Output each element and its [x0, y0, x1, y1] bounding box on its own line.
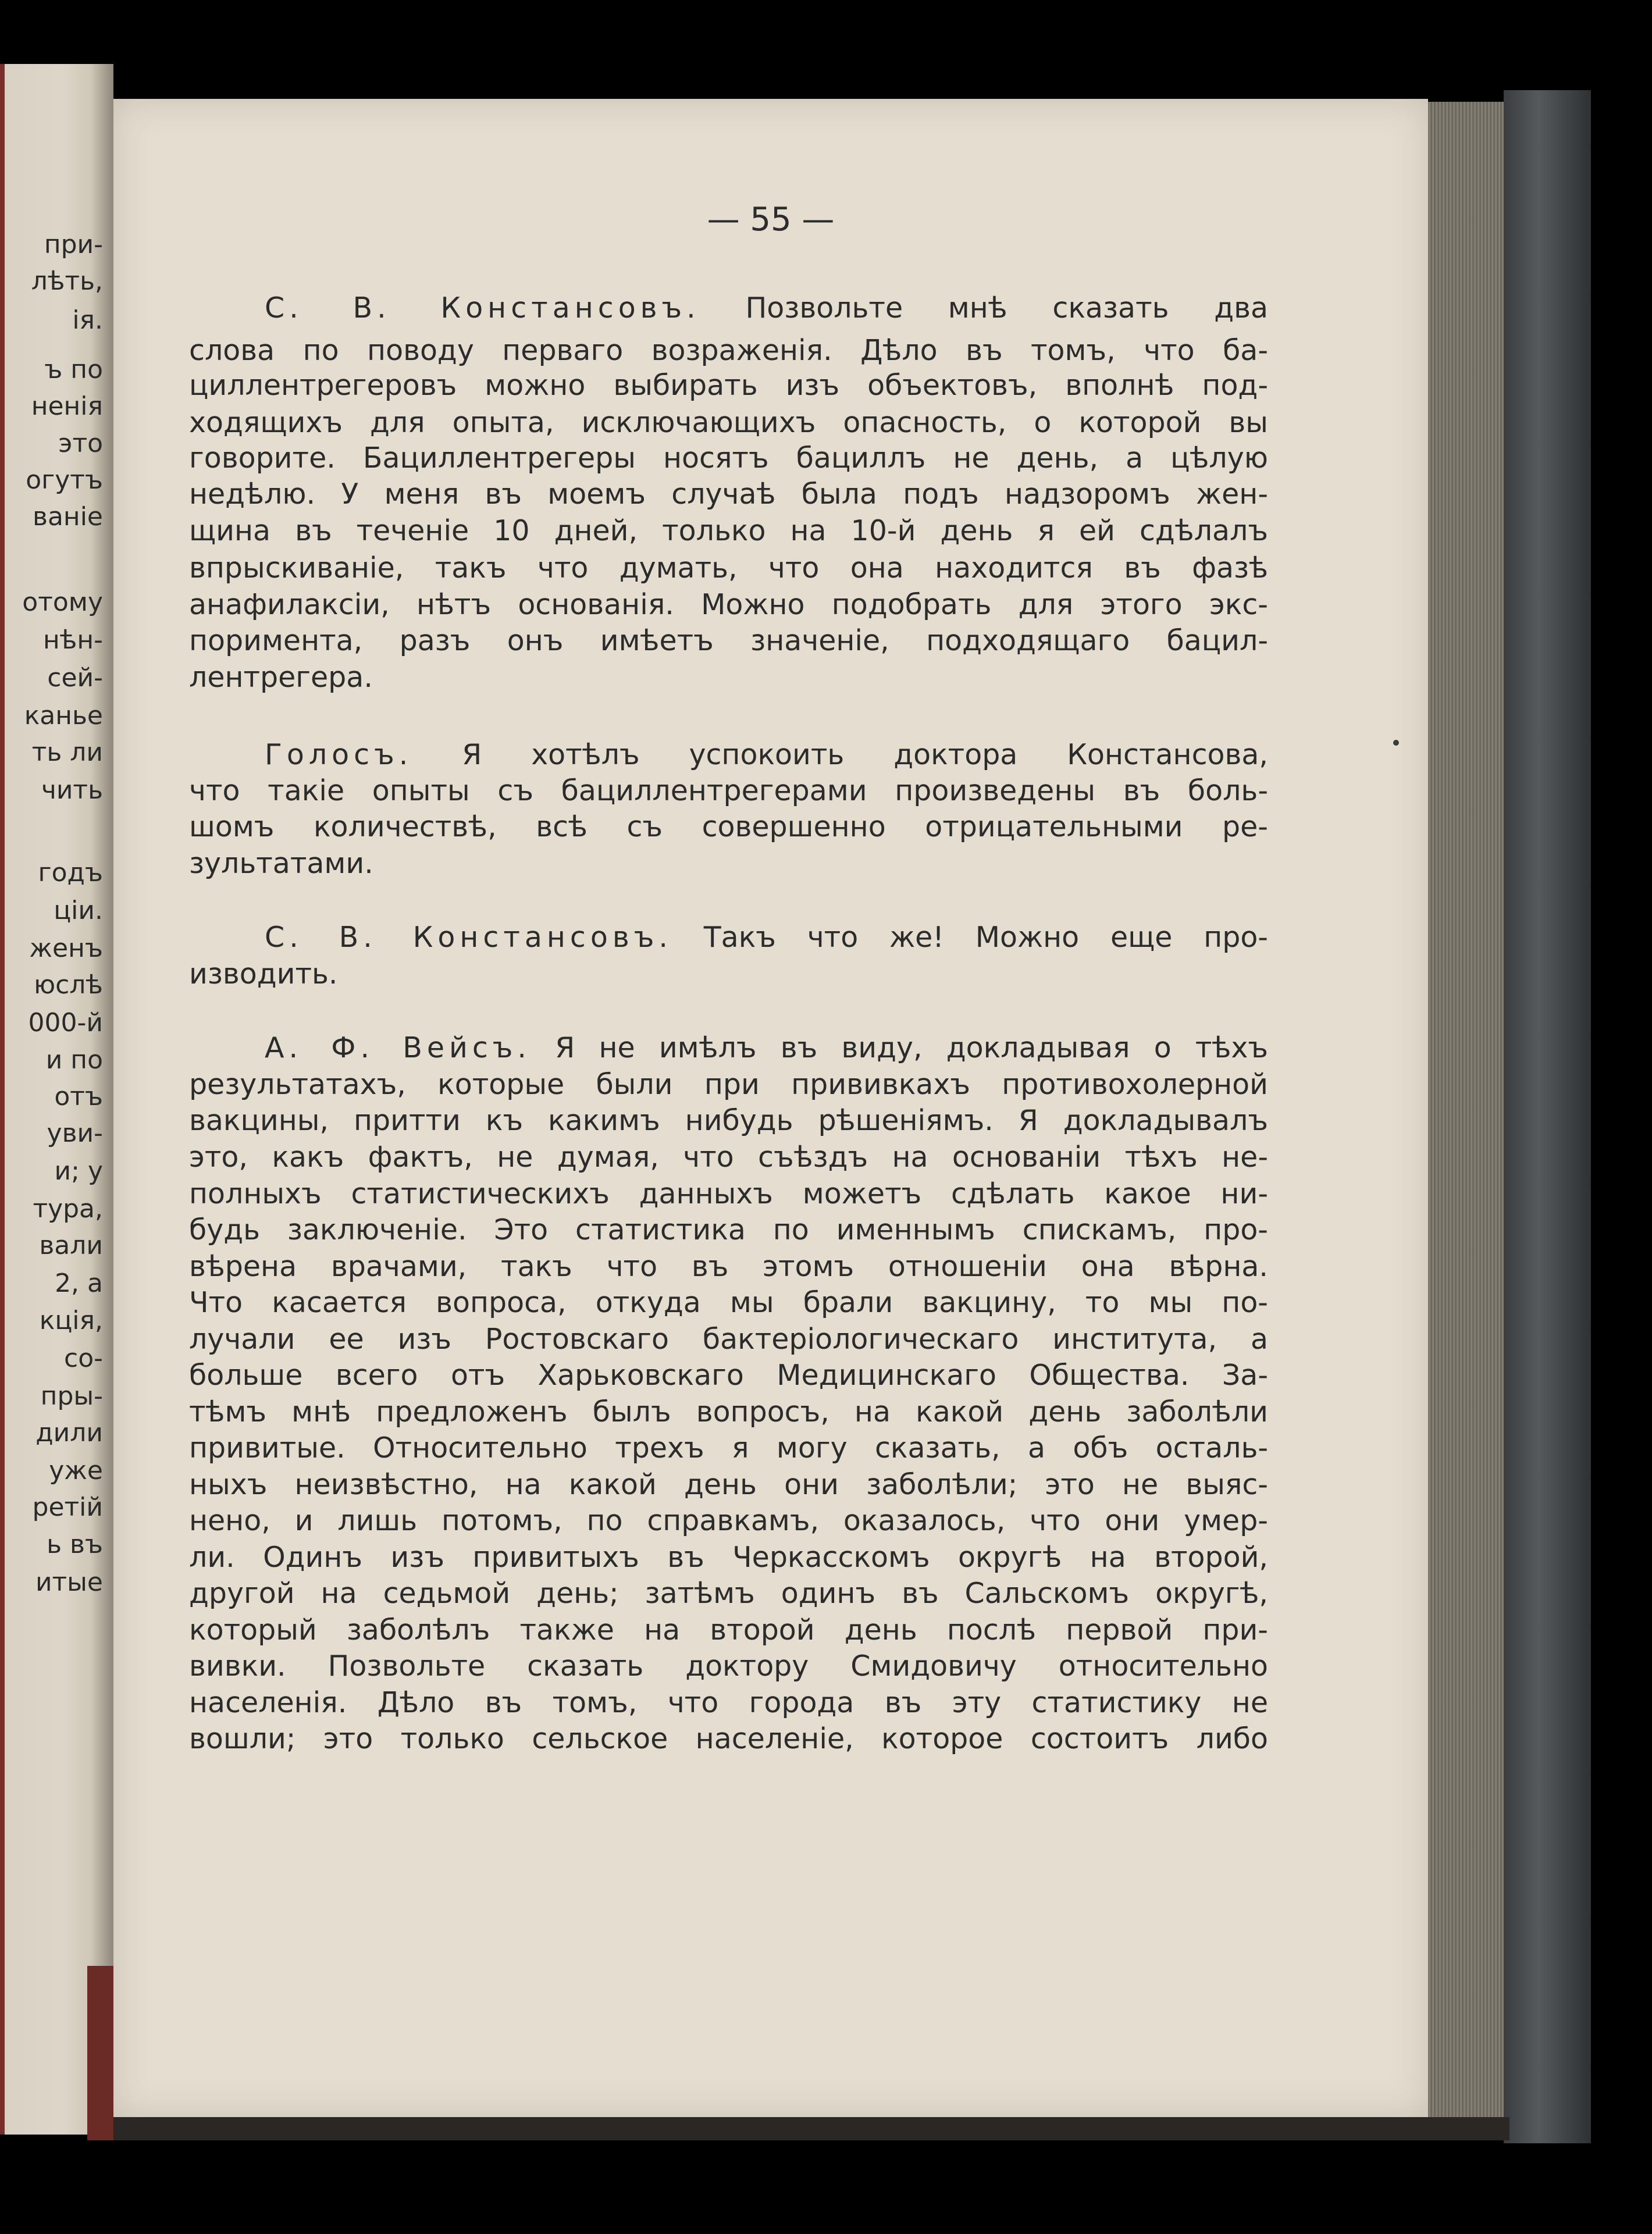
line-text: недѣлю. У меня въ моемъ случаѣ была подъ надзоромъ жен-	[189, 478, 1268, 511]
line-text: впрыскиваніе, такъ что думать, что она находится въ фазѣ	[189, 551, 1268, 585]
speaker-line	[265, 291, 1268, 326]
speaker-name: С. В. Констансовъ.	[265, 291, 700, 325]
facing-page-fragment	[0, 64, 113, 2135]
line-text: полныхъ статистическихъ данныхъ можетъ сдѣлать какое ни-	[189, 1177, 1268, 1210]
facing-page-line: ціи.	[54, 896, 103, 925]
page-number: — 55 —	[707, 201, 835, 238]
facing-page-line: уви-	[47, 1118, 103, 1148]
text-line	[189, 587, 1268, 622]
speaker-name: Голосъ.	[265, 738, 413, 771]
text-line	[189, 810, 1268, 845]
line-text: ныхъ неизвѣстно, на какой день они заболѣли; это не выяс-	[189, 1468, 1268, 1501]
facing-page-line: огутъ	[26, 465, 103, 495]
facing-page-line: отому	[22, 587, 103, 617]
text-line	[189, 1613, 1268, 1648]
ink-speck	[1393, 740, 1399, 746]
text-line	[189, 660, 1268, 695]
line-text: больше всего отъ Харьковскаго Медицинскаго Общества. За-	[189, 1359, 1268, 1392]
text-line	[189, 1503, 1268, 1538]
line-text: тѣмъ мнѣ предложенъ былъ вопросъ, на какой день заболѣли	[189, 1395, 1268, 1428]
facing-page-line: ь въ	[47, 1530, 103, 1559]
text-line	[189, 1322, 1268, 1357]
text-line	[189, 477, 1268, 512]
text-line	[189, 333, 1268, 368]
line-text: будь заключеніе. Это статистика по именнымъ спискамъ, про-	[189, 1213, 1268, 1246]
line-text: ходящихъ для опыта, исключающихъ опасность, о которой вы	[189, 406, 1268, 439]
line-text: слова по поводу перваго возраженія. Дѣло въ томъ, что ба-	[189, 334, 1268, 367]
line-text: зультатами.	[189, 847, 373, 880]
facing-page-line: это	[58, 429, 103, 458]
facing-page-line: женъ	[29, 933, 103, 963]
line-text: Я не имѣлъ въ виду, докладывая о тѣхъ	[531, 1031, 1268, 1064]
text-line	[189, 1140, 1268, 1175]
text-line	[189, 514, 1268, 548]
speaker-name: А. Ф. Вейсъ.	[265, 1031, 531, 1064]
facing-page-line: юслѣ	[34, 970, 103, 1000]
facing-page-line: при-	[44, 230, 103, 259]
text-line	[189, 1649, 1268, 1684]
facing-page-line: ъ по	[44, 355, 103, 384]
facing-page-line: 2, а	[55, 1269, 103, 1298]
facing-page-line: уже	[49, 1456, 103, 1485]
line-text: что такіе опыты съ бациллентрегерами произведены въ боль-	[189, 774, 1268, 807]
line-text: это, какъ фактъ, не думая, что съѣздъ на основаніи тѣхъ не-	[189, 1141, 1268, 1174]
line-text: другой на седьмой день; затѣмъ одинъ въ Сальскомъ округѣ,	[189, 1577, 1268, 1610]
speaker-line	[265, 920, 1268, 955]
line-text: Я хотѣлъ успокоить доктора Констансова,	[412, 738, 1268, 771]
line-text: Такъ что же! Можно еще про-	[672, 921, 1268, 954]
facing-page-line: ть ли	[31, 737, 103, 767]
line-text: вошли; это только сельское населеніе, которое состоитъ либо	[189, 1722, 1268, 1755]
text-line	[189, 1395, 1268, 1430]
line-text: поримента, разъ онъ имѣетъ значеніе, подходящаго бацил-	[189, 624, 1268, 657]
line-text: нено, и лишь потомъ, по справкамъ, оказалось, что они умер-	[189, 1504, 1268, 1537]
text-line	[189, 1686, 1268, 1720]
facing-page-line: итые	[35, 1567, 103, 1597]
line-text: изводить.	[189, 957, 338, 990]
speaker-line	[265, 1031, 1268, 1066]
speaker-line	[265, 737, 1268, 772]
text-line	[189, 774, 1268, 808]
facing-page-line: сей-	[47, 663, 103, 693]
text-line	[189, 623, 1268, 658]
facing-page-line: вали	[39, 1231, 103, 1260]
line-text: Позвольте мнѣ сказать два	[700, 291, 1268, 325]
text-line	[189, 1431, 1268, 1466]
text-line	[189, 1467, 1268, 1502]
facing-page-line: дили	[35, 1418, 103, 1448]
facing-page-line: и по	[45, 1045, 103, 1075]
book-cover	[1504, 90, 1591, 2143]
line-text: вакцины, притти къ какимъ нибудь рѣшеніямъ. Я докладывалъ	[189, 1104, 1268, 1137]
text-line	[189, 441, 1268, 476]
facing-page-line: нѣн-	[43, 625, 103, 655]
page-block-edges	[1428, 102, 1504, 2120]
text-line	[189, 1249, 1268, 1284]
line-text: циллентрегеровъ можно выбирать изъ объектовъ, вполнѣ под-	[189, 369, 1268, 402]
text-line	[189, 957, 1268, 992]
text-line	[189, 368, 1268, 403]
line-text: привитые. Относительно трехъ я могу сказать, а объ осталь-	[189, 1431, 1268, 1465]
text-line	[189, 1722, 1268, 1756]
line-text: вивки. Позвольте сказать доктору Смидовичу относительно	[189, 1649, 1268, 1683]
facing-page-line: лѣть,	[31, 266, 103, 296]
facing-page-line: тура,	[33, 1194, 103, 1224]
text-line	[189, 551, 1268, 586]
text-line	[189, 1067, 1268, 1102]
facing-page-line: и; у	[54, 1156, 103, 1186]
line-text: лучали ее изъ Ростовскаго бактеріологическаго института, а	[189, 1323, 1268, 1356]
text-line	[189, 846, 1268, 881]
line-text: который заболѣлъ также на второй день послѣ первой при-	[189, 1613, 1268, 1647]
facing-page-line: 000-й	[28, 1008, 103, 1038]
line-text: населенія. Дѣло въ томъ, что города въ эту статистику не	[189, 1686, 1268, 1719]
facing-page-line: ненія	[31, 391, 103, 421]
facing-page-line: кція,	[39, 1306, 103, 1335]
line-text: ли. Одинъ изъ привитыхъ въ Черкасскомъ округѣ на второй,	[189, 1541, 1268, 1574]
text-line	[189, 405, 1268, 440]
text-line	[189, 1285, 1268, 1320]
facing-page-line: ваніе	[33, 502, 103, 532]
text-line	[189, 1177, 1268, 1212]
line-text: вѣрена врачами, такъ что въ этомъ отношеніи она вѣрна.	[189, 1250, 1268, 1283]
text-line	[189, 1213, 1268, 1248]
line-text: лентрегера.	[189, 661, 373, 694]
line-text: анафилаксіи, нѣтъ основанія. Можно подобрать для этого экс-	[189, 588, 1268, 621]
line-text: говорите. Бациллентрегеры носятъ бациллъ не день, а цѣлую	[189, 441, 1268, 475]
line-text: результатахъ, которые были при прививкахъ противохолерной	[189, 1068, 1268, 1101]
facing-page-line: годъ	[38, 858, 103, 888]
text-line	[189, 1576, 1268, 1611]
text-line	[189, 1540, 1268, 1575]
facing-page-line: со-	[64, 1344, 103, 1373]
facing-page-line: ія.	[72, 305, 103, 335]
text-line	[189, 1103, 1268, 1138]
line-text: щина въ теченіе 10 дней, только на 10-й день я ей сдѣлалъ	[189, 514, 1268, 547]
line-text: шомъ количествѣ, всѣ съ совершенно отрицательными ре-	[189, 810, 1268, 843]
facing-page-line: пры-	[40, 1381, 103, 1411]
facing-page-line: канье	[24, 701, 103, 731]
speaker-name: С. В. Констансовъ.	[265, 921, 672, 954]
page-bottom-shadow	[113, 2117, 1509, 2140]
text-line	[189, 1358, 1268, 1393]
facing-page-line: ретій	[32, 1492, 103, 1522]
line-text: Что касается вопроса, откуда мы брали вакцину, то мы по-	[189, 1286, 1268, 1319]
facing-page-line: чить	[41, 775, 103, 805]
facing-page-cover-edge	[0, 64, 5, 2135]
facing-page-line: отъ	[54, 1082, 103, 1111]
